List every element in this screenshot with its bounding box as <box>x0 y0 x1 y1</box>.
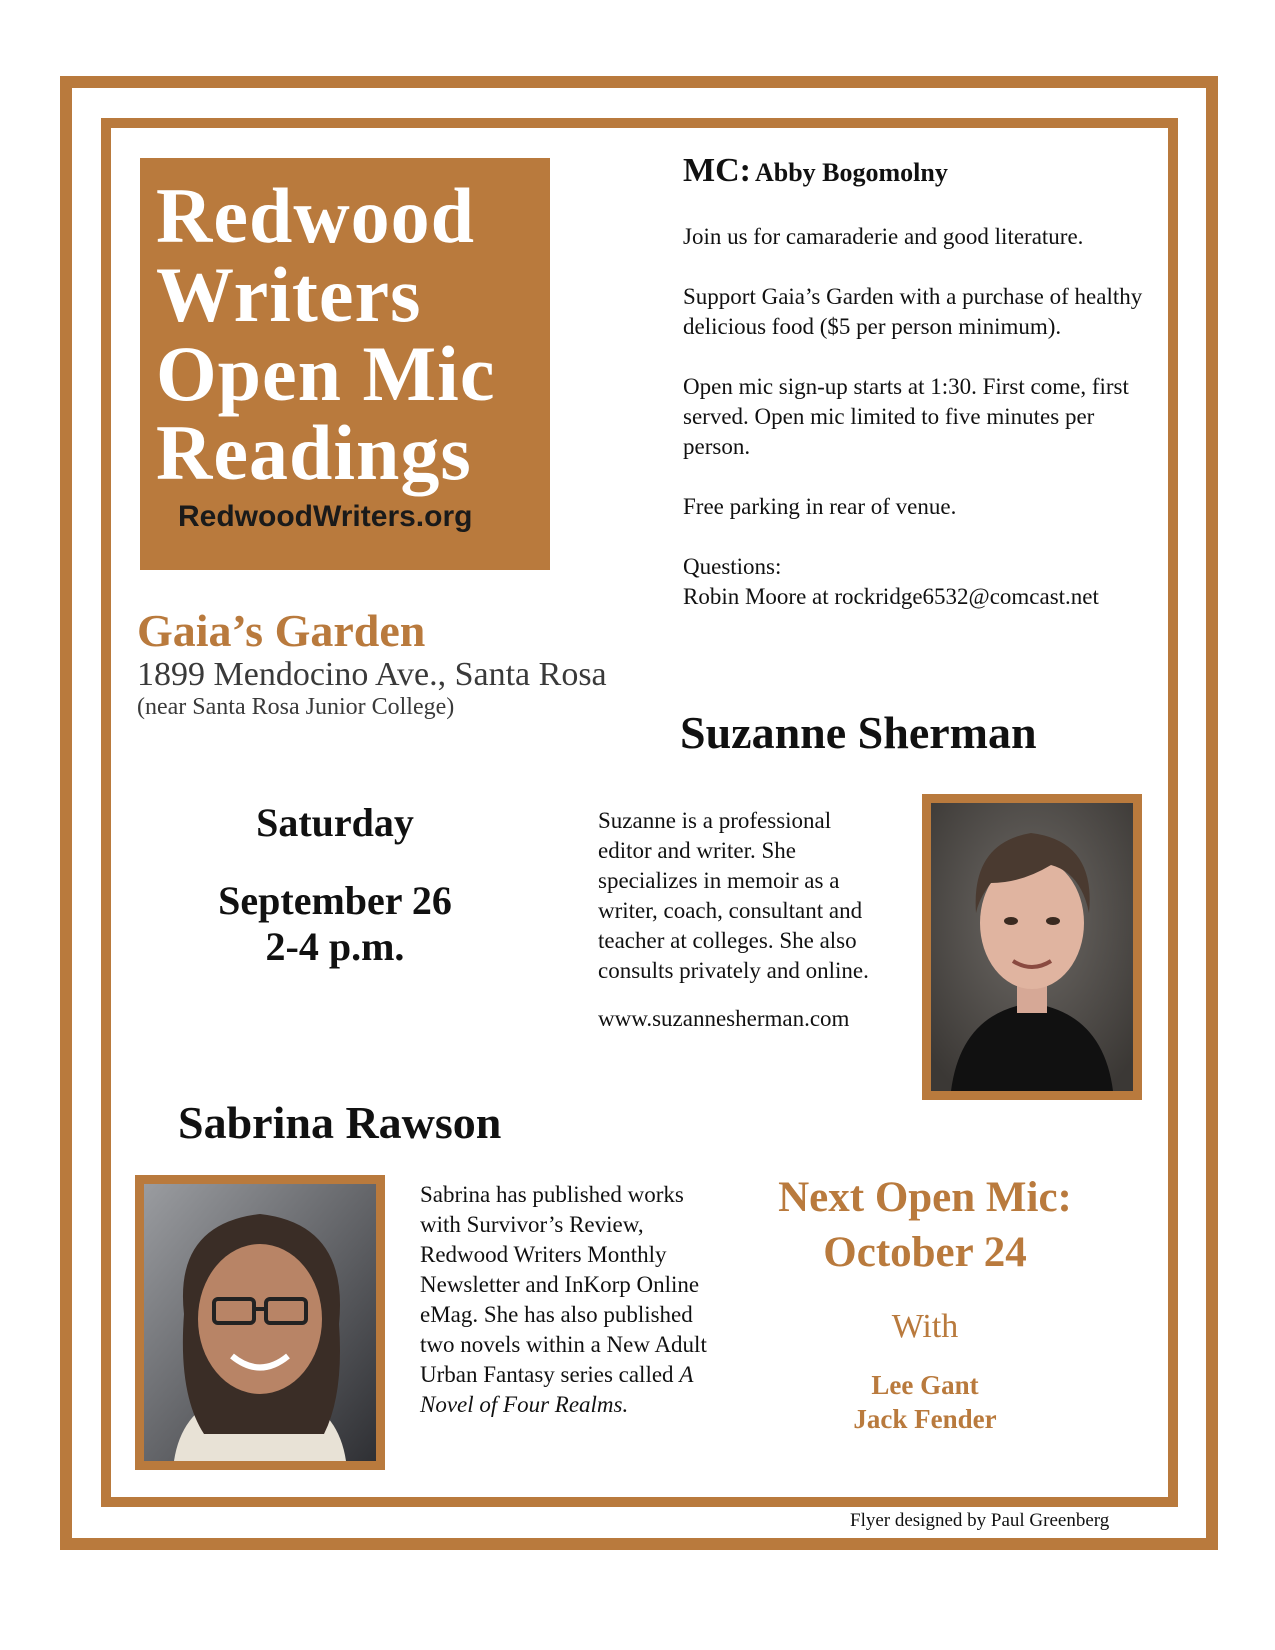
website-link[interactable]: RedwoodWriters.org <box>178 500 473 533</box>
info-block <box>683 222 1153 612</box>
event-day: Saturday <box>256 800 414 845</box>
flyer-credit: Flyer designed by Paul Greenberg <box>850 1510 1110 1531</box>
book-title: A Novel of Four Realms. <box>420 1362 693 1417</box>
title-line: Open Mic <box>156 330 496 417</box>
speaker-photo-suzanne <box>931 803 1133 1091</box>
speaker-photo-frame-suzanne <box>922 794 1142 1100</box>
next-reader: Lee Gant <box>871 1370 979 1400</box>
info-support: Support Gaia’s Garden with a purchase of healthy delicious food ($5 per person minimum). <box>683 284 1143 339</box>
event-time: 2-4 p.m. <box>265 924 405 969</box>
speaker-name-sabrina: Sabrina Rawson <box>178 1097 502 1148</box>
speaker-photo-sabrina <box>144 1184 376 1461</box>
bio-text: Suzanne is a professional editor and writer. She specializes in memoir as a writer, coach, consultant and teacher at colleges. She also consults privately and online. <box>598 808 869 983</box>
title-line: Readings <box>156 409 472 496</box>
venue-note: (near Santa Rosa Junior College) <box>137 694 455 720</box>
info-welcome: Join us for camaraderie and good literature. <box>683 224 1084 249</box>
venue-address: 1899 Mendocino Ave., Santa Rosa <box>137 656 607 693</box>
info-signup: Open mic sign-up starts at 1:30. First come, first served. Open mic limited to five minutes per person. <box>683 374 1129 459</box>
title-line: Writers <box>156 251 422 338</box>
speaker-website[interactable]: www.suzannesherman.com <box>598 1006 850 1031</box>
title-line: Redwood <box>156 172 476 259</box>
next-reader: Jack Fender <box>853 1404 997 1434</box>
venue-name: Gaia’s Garden <box>137 605 426 656</box>
next-heading: Next Open Mic: <box>778 1174 1072 1221</box>
mc-name: Abby Bogomolny <box>754 158 948 187</box>
mc-line <box>683 152 948 190</box>
bio-text: Sabrina has published works with Survivor’s Review, Redwood Writers Monthly Newsletter and InKorp Online eMag. She has also published two novels within a New Adult Urban Fantasy series called <box>420 1182 707 1387</box>
event-date: September 26 <box>218 878 452 923</box>
next-readers <box>735 1368 1115 1436</box>
mc-label: MC: <box>683 152 751 189</box>
title-box <box>140 158 550 570</box>
next-with: With <box>891 1308 959 1345</box>
info-questions-label: Questions: <box>683 554 782 579</box>
speaker-name-suzanne: Suzanne Sherman <box>680 707 1037 758</box>
event-date-block <box>180 800 490 970</box>
speaker-bio-sabrina <box>420 1180 710 1420</box>
next-open-mic <box>735 1170 1115 1436</box>
info-parking: Free parking in rear of venue. <box>683 494 957 519</box>
info-questions-contact[interactable]: Robin Moore at rockridge6532@comcast.net <box>683 584 1099 609</box>
speaker-photo-frame-sabrina <box>135 1175 385 1470</box>
next-date: October 24 <box>823 1229 1027 1276</box>
speaker-bio-suzanne <box>598 806 878 1034</box>
